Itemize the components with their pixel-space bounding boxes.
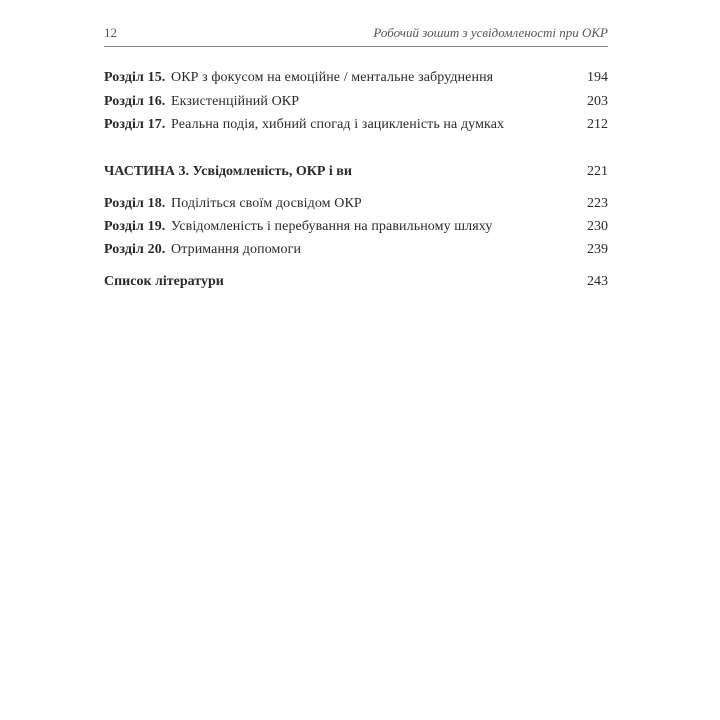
toc-page-number: 230	[587, 219, 608, 234]
toc-page-number: 239	[587, 242, 608, 257]
chapter-label: Розділ 17.	[104, 117, 166, 132]
chapter-label: Розділ 20.	[104, 242, 166, 257]
toc-entry-chapter-16	[104, 91, 608, 113]
chapter-label: Розділ 18.	[104, 196, 166, 211]
toc-page-number: 212	[587, 117, 608, 132]
chapter-title: Отримання допомоги	[171, 242, 302, 257]
toc-entry-chapter-20	[104, 239, 608, 261]
chapter-label: Розділ 19.	[104, 219, 166, 234]
running-head-title: Робочий зошит з усвідомленості при ОКР	[373, 25, 608, 40]
toc-entry-chapter-18	[104, 193, 608, 215]
toc-entry-part-3	[104, 161, 608, 183]
toc-entry-chapter-15	[104, 67, 608, 89]
toc-page-number: 243	[587, 274, 608, 289]
running-head	[104, 22, 608, 47]
page-number: 12	[104, 25, 117, 40]
chapter-title: Поділіться своїм досвідом ОКР	[171, 196, 362, 211]
part-title: ЧАСТИНА 3. Усвідомленість, ОКР і ви	[104, 164, 352, 179]
toc-entry-bibliography	[104, 271, 608, 293]
toc-entry-chapter-19	[104, 216, 608, 238]
toc-page-number: 203	[587, 94, 608, 109]
chapter-title: Реальна подія, хибний спогад і зацикленість на думках	[171, 117, 505, 132]
toc-entry-chapter-17	[104, 114, 608, 136]
toc-page-number: 221	[587, 164, 608, 179]
toc-page-number: 194	[587, 70, 608, 85]
chapter-title: ОКР з фокусом на емоційне / ментальне забруднення	[171, 70, 494, 85]
bibliography-title: Список літератури	[104, 274, 224, 289]
chapter-title: Усвідомленість і перебування на правильному шляху	[171, 219, 493, 234]
chapter-title: Екзистенційний ОКР	[171, 94, 300, 109]
chapter-label: Розділ 16.	[104, 94, 166, 109]
chapter-label: Розділ 15.	[104, 70, 166, 85]
toc-page-number: 223	[587, 196, 608, 211]
